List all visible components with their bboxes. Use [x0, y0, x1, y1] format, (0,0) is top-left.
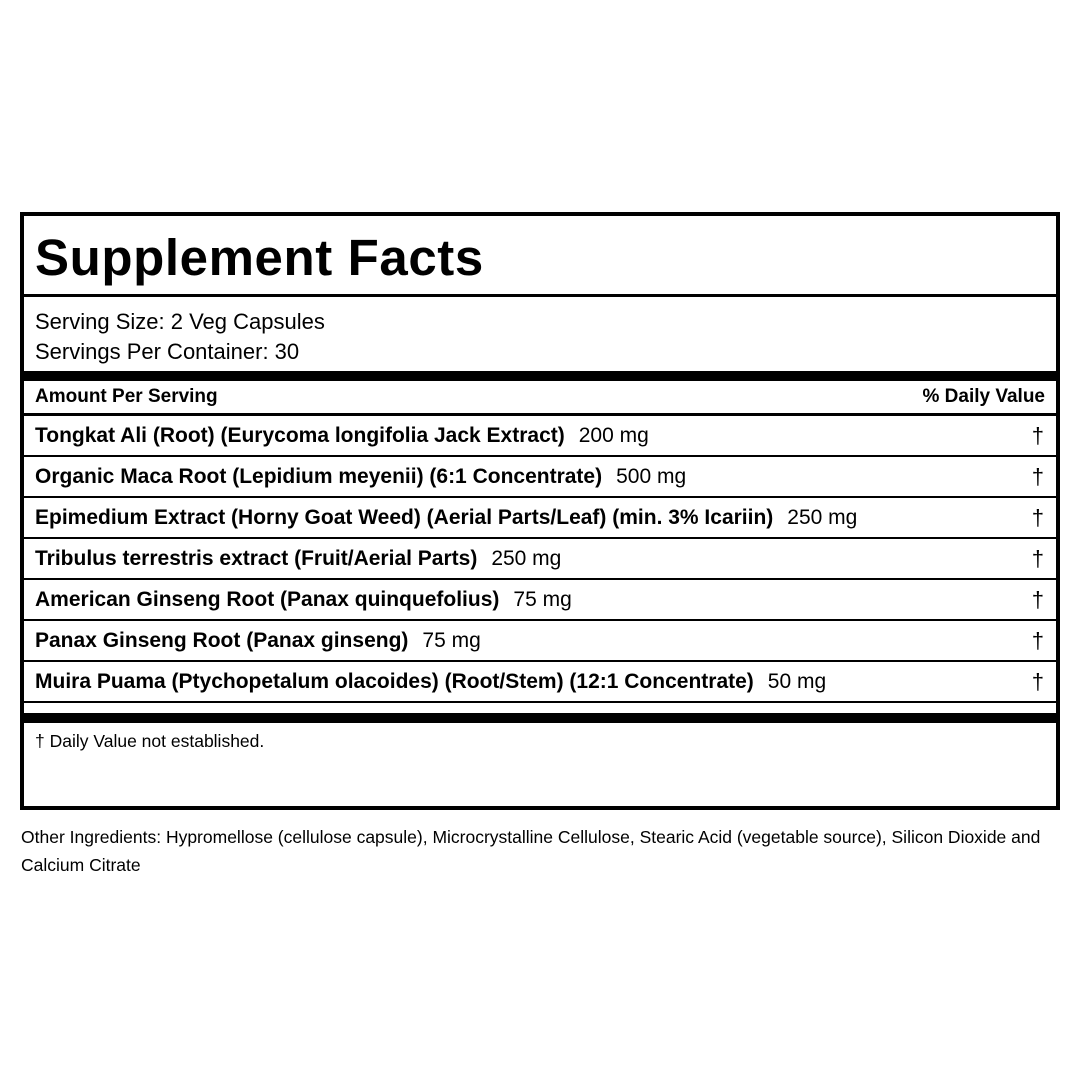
servings-per-container: Servings Per Container: 30	[35, 339, 300, 364]
ingredient-name: Muira Puama (Ptychopetalum olacoides) (Root/Stem) (12:1 Concentrate)	[35, 669, 754, 693]
ingredient-name: Tongkat Ali (Root) (Eurycoma longifolia Jack Extract)	[35, 423, 565, 447]
ingredient-name: Panax Ginseng Root (Panax ginseng)	[35, 628, 409, 652]
dagger-mark: †	[1031, 545, 1044, 571]
daily-value-label: % Daily Value	[922, 386, 1045, 407]
ingredient-row	[24, 621, 1056, 662]
ingredient-amount: 250 mg	[787, 505, 858, 529]
ingredient-amount: 500 mg	[616, 464, 687, 488]
ingredient-row	[24, 416, 1056, 457]
dagger-mark: †	[1031, 627, 1044, 653]
ingredient-amount: 200 mg	[578, 423, 649, 447]
ingredient-amount: 75 mg	[513, 587, 572, 611]
ingredient-name: Epimedium Extract (Horny Goat Weed) (Aerial Parts/Leaf) (min. 3% Icariin)	[35, 505, 774, 529]
ingredient-name: Organic Maca Root (Lepidium meyenii) (6:1 Concentrate)	[35, 464, 603, 488]
ingredient-amount: 75 mg	[422, 628, 481, 652]
column-header-row	[24, 381, 1056, 416]
ingredient-amount: 250 mg	[491, 546, 562, 570]
dagger-mark: †	[1031, 463, 1044, 489]
other-ingredients: Other Ingredients: Hypromellose (cellulose capsule), Microcrystalline Cellulose, Stearic Acid (vegetable source), Silicon Dioxide and Calcium Citrate	[21, 827, 1041, 875]
ingredient-row	[24, 498, 1056, 539]
supplement-facts-panel	[20, 212, 1060, 810]
ingredient-row	[24, 457, 1056, 498]
amount-per-serving-label: Amount Per Serving	[35, 386, 218, 407]
panel-title: Supplement Facts	[35, 229, 484, 286]
ingredient-row	[24, 662, 1056, 703]
ingredient-name: American Ginseng Root (Panax quinquefolius)	[35, 587, 500, 611]
thick-divider-top	[24, 371, 1056, 381]
dagger-mark: †	[1031, 422, 1044, 448]
ingredient-name: Tribulus terrestris extract (Fruit/Aerial Parts)	[35, 546, 478, 570]
dagger-mark: †	[1031, 504, 1044, 530]
ingredient-row	[24, 580, 1056, 621]
serving-size: Serving Size: 2 Veg Capsules	[35, 309, 325, 334]
daily-value-footnote: † Daily Value not established.	[35, 731, 265, 751]
serving-info	[24, 297, 1056, 371]
thick-divider-bottom	[24, 713, 1056, 723]
ingredient-amount: 50 mg	[767, 669, 827, 693]
dagger-mark: †	[1031, 586, 1044, 612]
ingredient-row	[24, 539, 1056, 580]
spacer	[24, 703, 1056, 713]
dagger-mark: †	[1031, 668, 1044, 694]
